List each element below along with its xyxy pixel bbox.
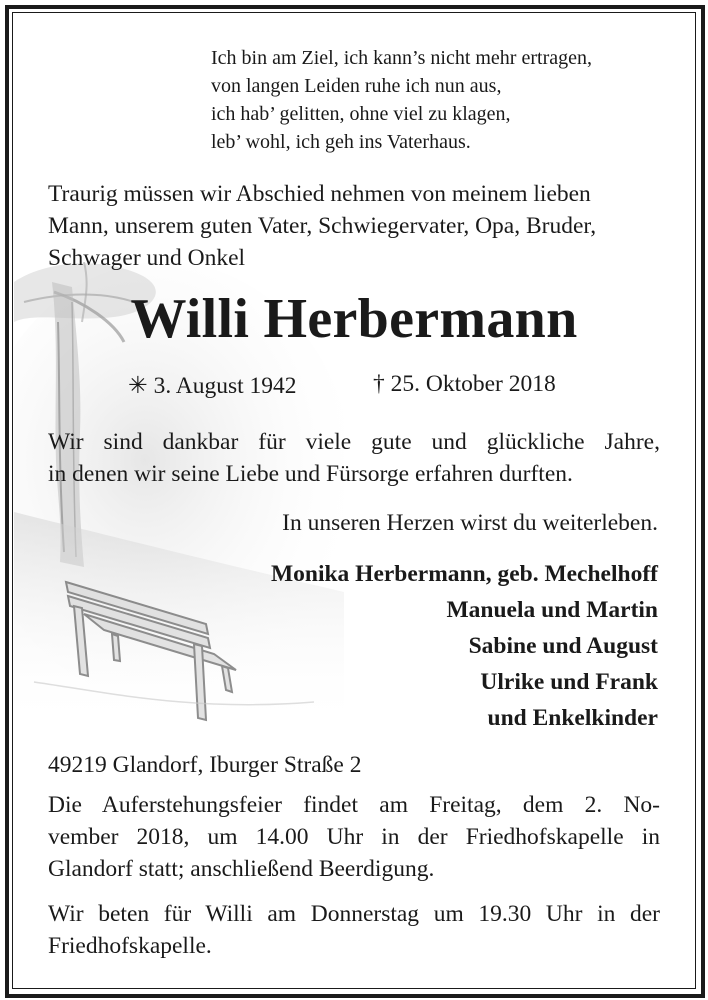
mourner-name: und Enkelkinder [487,705,658,731]
mourner-name: Ulrike und Frank [480,669,658,695]
mourner-name: Manuela und Martin [446,597,658,623]
poem-line: Ich bin am Ziel, ich kann’s nicht mehr ertragen, [211,47,592,69]
intro-line: Traurig müssen wir Abschied nehmen von meinem lieben [48,181,591,207]
gratitude-line: Wir sind dankbar für viele gute und glückliche Jahre, [48,429,660,455]
remembrance-line: In unseren Herzen wirst du weiterleben. [282,510,658,536]
funeral-line: Die Auferstehungsfeier findet am Freitag, dem 2. No- [48,792,660,818]
prayer-details [48,898,660,962]
funeral-details [48,789,660,885]
gratitude-line: in denen wir seine Liebe und Fürsorge erfahren durften. [48,461,573,487]
birth-date: ✳ 3. August 1942 [128,373,297,399]
intro-text [48,178,596,274]
funeral-line: Glandorf statt; anschließend Beerdigung. [48,856,435,882]
intro-line: Mann, unserem guten Vater, Schwiegervater, Opa, Bruder, [48,213,597,239]
family-address: 49219 Glandorf, Iburger Straße 2 [48,752,362,778]
prayer-line: Wir beten für Willi am Donnerstag um 19.30 Uhr in der [48,901,660,927]
prayer-line: Friedhofskapelle. [48,933,212,959]
mourner-name: Monika Herbermann, geb. Mechelhoff [270,561,658,587]
gratitude-text [48,426,660,490]
poem-line: von langen Leiden ruhe ich nun aus, [211,75,502,97]
poem-line: leb’ wohl, ich geh ins Vaterhaus. [211,131,471,153]
death-date: † 25. Oktober 2018 [373,371,556,397]
mourners-list [271,556,658,736]
poem [211,44,592,156]
mourner-name: Sabine und August [468,633,658,659]
funeral-line: vember 2018, um 14.00 Uhr in der Friedhofskapelle in [48,824,660,850]
deceased-name: Willi Herbermann [130,288,578,350]
poem-line: ich hab’ gelitten, ohne viel zu klagen, [211,103,511,125]
intro-line: Schwager und Onkel [48,245,246,271]
